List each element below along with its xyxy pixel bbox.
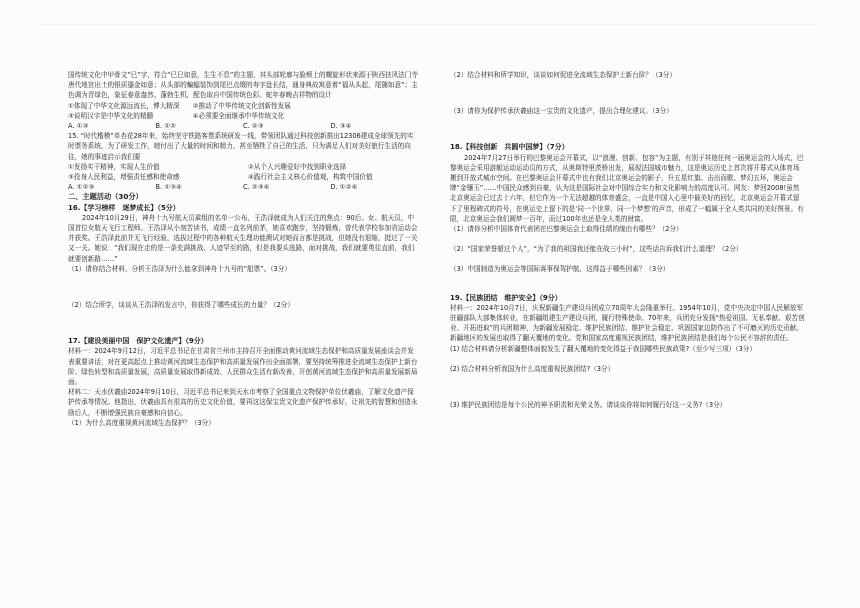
q15-choice-d: D. ①②④ bbox=[330, 183, 358, 192]
q19-part1: (1) 结合材料请分析新疆整体面貌发生了翻天覆地的变化得益于我国哪些民族政策?（至少写三项）（3分） bbox=[450, 344, 756, 353]
q19-part2: (2) 结合材料分析我国为什么高度重视民族团结?（3分） bbox=[450, 364, 615, 373]
q14-choice-b: B. ①② bbox=[155, 122, 177, 131]
q17-part3: （3）请你为保护传承伏羲庙这一宝贵的文化遗产，提出合理化建议。（3分） bbox=[450, 107, 673, 116]
q18-part2: （2）“国家荣誉超过个人”，“为了我的祖国我还能在战三小时”，这些话告诉我们什么道理？（2分） bbox=[450, 245, 743, 254]
q15-choice-c: C. ②③④ bbox=[243, 183, 270, 192]
right-column bbox=[450, 70, 805, 410]
q15-option-3: ③投身人民利益，增强责任感和使命感 bbox=[68, 173, 180, 182]
q16-part1: （1）请你结合材料，分析王浩泽为什么能拿到神舟十九号的“船票”。（3分） bbox=[68, 264, 291, 273]
q17-part1: （1）为什么高度重视黄河流域生态保护？（3分） bbox=[68, 418, 215, 427]
q14-choice-d: D. ③④ bbox=[330, 122, 352, 131]
q18-material: 2024年7月27日举行的巴黎奥运会开幕式，以“浪漫、创新、包容”为主题，有别于其他任何一届奥运会的入场式，巴黎奥运会采用游艇运动运动员的方式，从奥斯特里茨桥出发，展现法国城市魅力，这是奥运历史上首次将开幕式从体育场搬到开放式城市空间。在巴黎奥运会开幕式中也有我们北京奥运会的影子，升五星红旗、击出而歌、梦幻五环，奥运会牌“金镶玉”……中国民众感到自豪，认为这是国际社会对中国综合实力和文化影响力的高度认可。网友：梦回2008!虽然北京奥运会已过去十六年，但它作为一个无法超越的体育盛会，一直是中国人心里中最美好的回忆，北京奥运会开幕式留下了里程碑式的符号，在奥运史上留下的是‘同一个世界，同一个梦想’的声音，形成了一幅属于全人类共同的美好图景。有限，北京奥运会我们圆梦一百年，而过100年也还是全人类的财富。 bbox=[450, 153, 804, 223]
q14-stem: 国传统文化中甲骨文“巳”字，符合“巳巳如意，生生不息”的主题，其头部轮廓与脸颊上的螺旋形状来源于陕西扶风法门寺唐代地宫出土的银质鎏金如意；从头部的蝙蝠装饰到尾巴点缀的寿字盘长结，通身典故寓意着“福从头起，尾随如意”；主色调为青绿色，象征春意盎然、蓬勃生机，配色取自中国传统色彩。蛇年春晚吉祥物的设计 bbox=[68, 71, 418, 100]
q15-stem: 15. “时代楷模”单杏花28年来，始终坚守铁路客票系统研发一线，带领团队通过科技创新推出12306建成全球领先的实时票务系统，为了研发工作，她付出了大量的时间和精力，甚至牺牲了自己的生活，只为满足人们对美好旅行生活的向往，她的事迹启示我们要 bbox=[68, 132, 414, 161]
q16-title: 16.【学习榜样 逐梦成长】（5分） bbox=[68, 203, 180, 212]
q15-option-4: ④践行社会主义核心价值观，构筑中国价值 bbox=[248, 173, 373, 182]
q19-material: 材料一：2024年10月7日，庆祝新疆生产建设兵团成立70周年大会隆重举行。1954年10月，党中央决定中国人民解放军驻疆部队大部集体转业，在新疆组建生产建设兵团，履行特殊使命。70年来，兵团充分发扬“热爱祖国、无私奉献、艰苦创业、开拓进取”的兵团精神，为新疆发展稳定、维护民族团结、维护社会稳定、巩固国家边防作出了不可磨灭的历史贡献。新疆地区的发展也取得了翻天覆地的变化。党和国家高度重视民族团结，维护民族团结是我们每个公民不容辞的责任。 bbox=[450, 303, 805, 343]
q14-choice-c: C. ②③ bbox=[243, 122, 264, 131]
q17-title: 17.【建设美丽中国 保护文化遗产】（9分） bbox=[68, 337, 208, 346]
q15-options bbox=[68, 162, 418, 182]
q14-option-row-1: ①体现了中华文化源远流长，博大精深 ②推动了中华传统文化创新性发展 bbox=[68, 101, 291, 110]
q19-part3: (3) 维护民族团结是每个公民的神圣职责和光荣义务。请谈谈你将如何履行好这一义务?（3分） bbox=[450, 401, 727, 410]
left-column bbox=[68, 70, 418, 428]
q17-material-2: 材料二：天水伏羲庙2024年9月10日，习近平总书记来到天水市考察了全国重点文物保护单位伏羲庙，了解文化遗产保护传承等情况。他指出，伏羲庙具有很高的历史文化价值，要再这这保宝贵文化遗产保护传承好，让祖先的智慧和创造永励后人，不断增强民族自豪感和自信心。 bbox=[68, 388, 418, 417]
q17-material-1: 材料一：2024年9月12日，习近平总书记在甘肃省兰州市主持召开全面推动黄河流域生态保护和高质量发展座谈会并发表重要讲话，对在更高起点上推动黄河流域生态保护和高质量发展作出全面部署，要坚持统筹推进全流域生态保护上新台阶、绿色转型和高质量发展，高质量发展取得新成效、人民群众生活有新改善，开创黄河流域生态保护和高质量发展新局面。 bbox=[68, 347, 418, 387]
q18-part1: （1）请你分析中国体育代表团在巴黎奥运会上取得佳绩的缘由有哪些？（2分） bbox=[450, 225, 683, 234]
q19-title: 19.【民族团结 维护安全】（9分） bbox=[450, 293, 562, 302]
q16-part2: （2）结合所学，谈谈从王浩泽的发言中，你获得了哪些成长的力量？（2分） bbox=[68, 301, 294, 310]
q15-choice-a: A. ①②③ bbox=[68, 183, 95, 192]
q14-choices bbox=[68, 121, 418, 131]
q15-choice-b: B. ①③④ bbox=[155, 183, 182, 192]
section-heading: 二、主题活动（30分） bbox=[68, 192, 143, 202]
q17-part2: （2）结合材料和所学知识，谈谈如何促进全流域生态保护上新台阶？（3分） bbox=[450, 71, 676, 79]
q18-part3: （3）中国制造为奥运会等国际赛事保驾护航，这得益于哪些因素？（3分） bbox=[450, 265, 670, 274]
q15-option-1: ①发扬实干精神，实现人生价值 bbox=[68, 162, 160, 171]
q15-option-2: ②从个人兴趣爱好中找到职业选择 bbox=[248, 162, 347, 171]
top-edge bbox=[40, 24, 820, 25]
q14-option-row-2: ③说明汉字是中华文化的精髓 ④必须要全面继承中华传统文化 bbox=[68, 111, 285, 120]
q15-choices bbox=[68, 182, 418, 192]
q16-material: 2024年10月29日，神舟十九号航天员乘组的名单一公布，王浩泽就成为人们关注的焦点：90后、女、航天员，中国首位女航天飞行工程师。王浩泽从小刻苦读书，成绩一直名列前茅，她喜欢跑步，坚持锻炼，曾代表学校参加省运动会并获奖。王浩泽此前并无飞行经验，选拔过程中的各种航天生理功能测试对她而言都是挑战，但她没有退缩，挺过了一关又一关。她说：“我们现在走的是一条充满挑战、人迹罕至的路，但是我要头选路，面对挑战，我们就要勇往直前，我们就要创新路……” bbox=[68, 213, 418, 263]
q14-choice-a: A. ①③ bbox=[68, 122, 89, 131]
q18-title: 18.【科技创新 共圆中国梦】（7分） bbox=[450, 143, 569, 152]
